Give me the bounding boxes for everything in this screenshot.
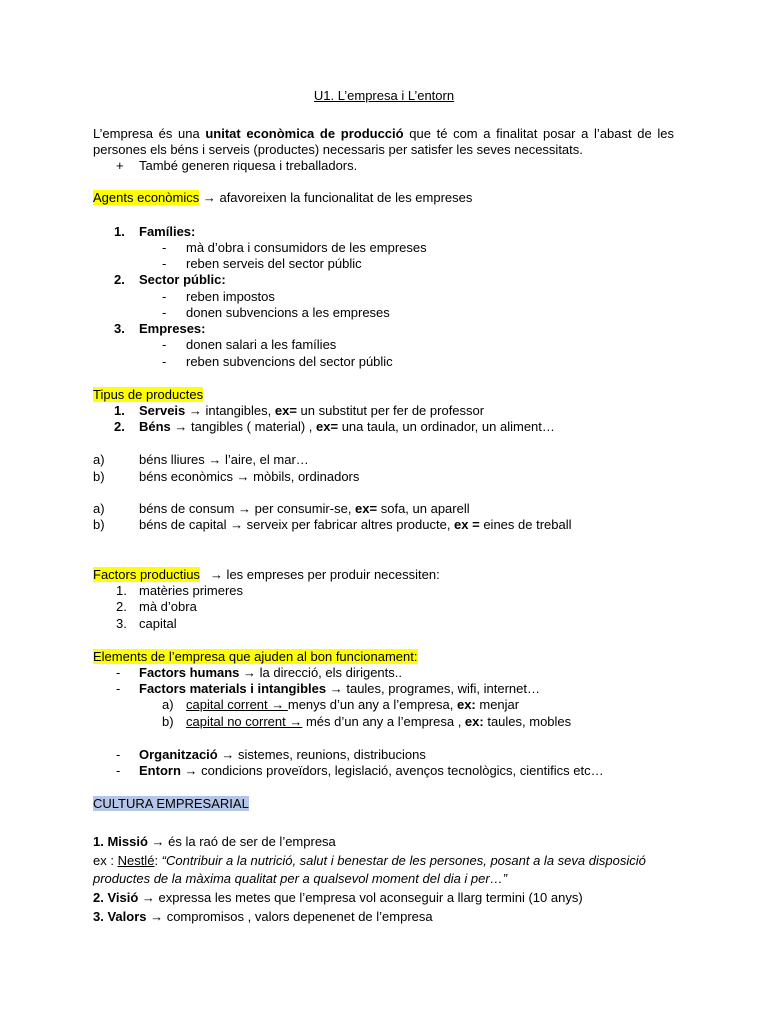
productes-num-2: 2. [114,419,125,434]
productes-heading: Tipus de productes [93,387,204,402]
factors-item-2: mà d’obra [139,599,197,614]
cultura-heading: CULTURA EMPRESARIAL [93,796,249,811]
productes-g1-item-a: béns lliures → l’aire, el mar… [139,452,309,467]
factors-item-3: capital [139,616,177,631]
list-dash: - [116,763,121,778]
elements-sub-letter-b: b) [162,714,174,729]
factors-item-1: matèries primeres [139,583,244,598]
agents-sub-3-2: reben subvencions del sector públic [186,354,393,369]
productes-num-1: 1. [114,403,125,418]
factors-num-2: 2. [116,599,127,614]
list-dash: - [116,665,121,680]
nestle-name: Nestlé [117,853,155,868]
list-dash: - [116,747,121,762]
agents-sub-1-2: reben serveis del sector públic [186,256,362,271]
list-dash: - [162,305,167,320]
elements-organitzacio: Organització → sistemes, reunions, distribucions [139,747,426,762]
list-dash: - [162,240,167,255]
productes-g2-letter-a: a) [93,501,105,516]
intro-bold-term: unitat econòmica de producció [205,126,404,141]
cultura-quote-line-2: productes de la màxima qualitat per a qualsevol moment del dia i per…” [93,871,508,886]
elements-humans: Factors humans → la direcció, els dirigents.. [139,665,402,680]
cultura-example: ex : Nestlé: “Contribuir a la nutrició, salut i benestar de les persones, posant a la seva disposició [93,853,646,868]
cultura-missio: 1. Missió → és la raó de ser de l’empresa [93,834,336,849]
agents-label-1: Famílies: [139,224,196,239]
factors-num-1: 1. [116,583,127,598]
agents-sub-2-2: donen subvencions a les empreses [186,305,390,320]
agents-heading-line: Agents econòmics → afavoreixen la funcionalitat de les empreses [93,190,473,205]
elements-materials: Factors materials i intangibles → taules, programes, wifi, internet… [139,681,540,696]
cultura-valors: 3. Valors → compromisos , valors depenenet de l’empresa [93,909,433,924]
agents-sub-2-1: reben impostos [186,289,275,304]
factors-num-3: 3. [116,616,127,631]
agents-label-2: Sector públic: [139,272,226,287]
intro-line-2: persones els béns i serveis (productes) necessaris per satisfer les seves necessitats. [93,142,583,157]
agents-sub-1-1: mà d’obra i consumidors de les empreses [186,240,427,255]
plus-text: També generen riquesa i treballadors. [139,158,358,173]
productes-g1-letter-a: a) [93,452,105,467]
productes-g2-item-a: béns de consum → per consumir-se, ex= sofa, un aparell [139,501,470,516]
factors-heading-line: Factors productius → les empreses per produir necessiten: [93,567,440,582]
page-title: U1. L’empresa i L’entorn [313,88,455,103]
list-dash: - [162,354,167,369]
elements-entorn: Entorn → condicions proveïdors, legislació, avenços tecnològics, cientifics etc… [139,763,604,778]
agents-label-3: Empreses: [139,321,206,336]
productes-g2-item-b: béns de capital → serveix per fabricar altres producte, ex = eines de treball [139,517,572,532]
intro-line-1: L’empresa és una unitat econòmica de producció que té com a finalitat posar a l’abast de les [93,126,674,141]
productes-g1-item-b: béns econòmics → mòbils, ordinadors [139,469,360,484]
agents-num-2: 2. [114,272,125,287]
factors-heading: Factors productius [93,567,200,582]
plus-bullet: + [116,158,124,173]
productes-item-2: Béns → tangibles ( material) , ex= una taula, un ordinador, un aliment… [139,419,555,434]
productes-g2-letter-b: b) [93,517,105,532]
productes-g1-letter-b: b) [93,469,105,484]
elements-sub-letter-a: a) [162,697,174,712]
agents-heading: Agents econòmics [93,190,200,205]
elements-sub-b: capital no corrent → més d’un any a l’empresa , ex: taules, mobles [186,714,572,729]
list-dash: - [116,681,121,696]
elements-heading: Elements de l’empresa que ajuden al bon funcionament: [93,649,418,664]
list-dash: - [162,256,167,271]
agents-num-1: 1. [114,224,125,239]
list-dash: - [162,289,167,304]
productes-item-1: Serveis → intangibles, ex= un substitut per fer de professor [139,403,485,418]
agents-num-3: 3. [114,321,125,336]
agents-sub-3-1: donen salari a les famílies [186,337,337,352]
elements-sub-a: capital corrent → menys d’un any a l’empresa, ex: menjar [186,697,520,712]
list-dash: - [162,337,167,352]
cultura-visio: 2. Visió → expressa les metes que l’empresa vol aconseguir a llarg termini (10 anys) [93,890,583,905]
